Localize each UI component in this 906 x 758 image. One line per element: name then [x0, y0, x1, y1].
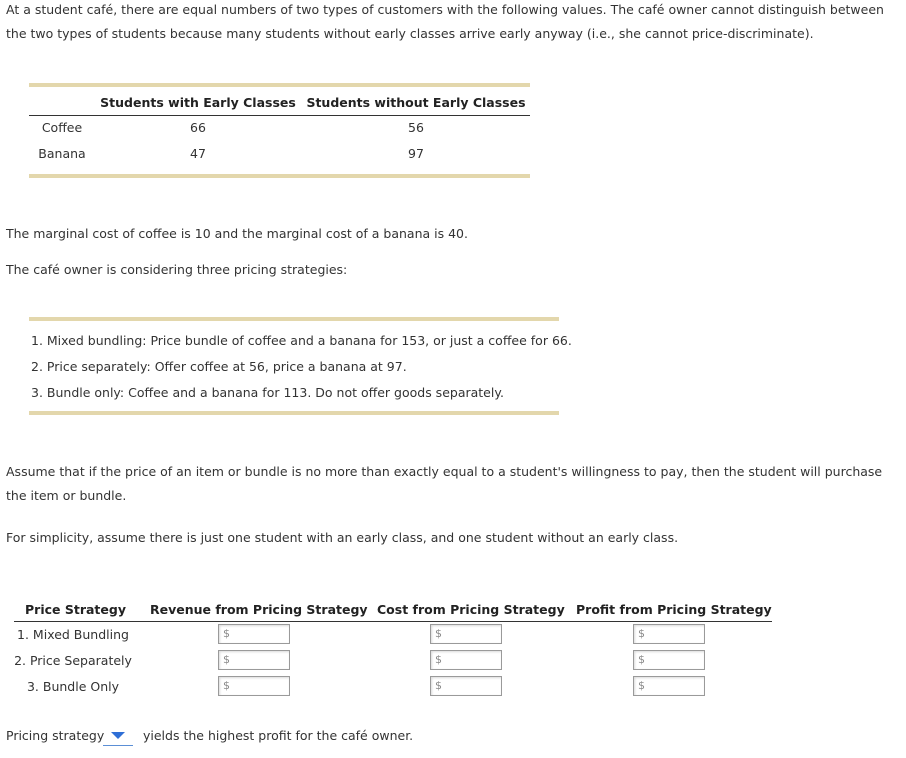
header-revenue: Revenue from Pricing Strategy [150, 602, 368, 617]
profit-field-separate[interactable] [648, 652, 702, 668]
cell-coffee-no-early: 56 [408, 120, 424, 135]
profit-input-mixed[interactable] [633, 624, 705, 644]
table-bottom-rule [29, 174, 530, 178]
header-rule [29, 115, 530, 116]
header-no-early: Students without Early Classes [306, 95, 526, 110]
profit-input-separate[interactable] [633, 650, 705, 670]
dollar-sign: $ [223, 679, 230, 692]
profit-field-bundle[interactable] [648, 678, 702, 694]
simplicity-text: For simplicity, assume there is just one student with an early class, and one student without an early class. [6, 530, 679, 545]
dollar-sign: $ [638, 679, 645, 692]
intro-text: At a student café, there are equal numbers of two types of customers with the following values. The café owner cannot distinguish between the two types of students because many students without early classes arrive early anyway (i.e., she cannot price-discriminate). [6, 2, 884, 41]
cost-field-separate[interactable] [445, 652, 499, 668]
header-price-strategy: Price Strategy [25, 602, 126, 617]
row-label-banana: Banana [38, 146, 86, 161]
revenue-input-mixed[interactable] [218, 624, 290, 644]
revenue-input-separate[interactable] [218, 650, 290, 670]
cell-banana-no-early: 97 [408, 146, 424, 161]
cost-input-mixed[interactable] [430, 624, 502, 644]
final-suffix-text: yields the highest profit for the café owner. [143, 728, 414, 743]
cost-input-separate[interactable] [430, 650, 502, 670]
dollar-sign: $ [638, 627, 645, 640]
marginal-cost-text: The marginal cost of coffee is 10 and the marginal cost of a banana is 40. [6, 226, 468, 241]
dollar-sign: $ [638, 653, 645, 666]
table-top-rule [29, 83, 530, 87]
dollar-sign: $ [435, 627, 442, 640]
header-profit: Profit from Pricing Strategy [576, 602, 772, 617]
strategies-bottom-rule [29, 411, 559, 415]
final-prefix-text: Pricing strategy [6, 728, 105, 743]
dollar-sign: $ [223, 653, 230, 666]
dollar-sign: $ [223, 627, 230, 640]
cost-field-bundle[interactable] [445, 678, 499, 694]
profit-field-mixed[interactable] [648, 626, 702, 642]
revenue-input-bundle[interactable] [218, 676, 290, 696]
strategy-item-3: 3. Bundle only: Coffee and a banana for 113. Do not offer goods separately. [31, 385, 504, 400]
header-early: Students with Early Classes [100, 95, 296, 110]
strategy-select-dropdown[interactable] [103, 726, 133, 746]
answer-header-rule [14, 621, 772, 622]
chevron-down-icon [111, 732, 125, 739]
revenue-field-separate[interactable] [233, 652, 287, 668]
strategies-top-rule [29, 317, 559, 321]
header-cost: Cost from Pricing Strategy [377, 602, 565, 617]
strategies-intro-text: The café owner is considering three pricing strategies: [6, 262, 348, 277]
strategy-item-1: 1. Mixed bundling: Price bundle of coffee and a banana for 153, or just a coffee for 66. [31, 333, 572, 348]
dollar-sign: $ [435, 653, 442, 666]
dollar-sign: $ [435, 679, 442, 692]
strategy-item-2: 2. Price separately: Offer coffee at 56, price a banana at 97. [31, 359, 407, 374]
cost-input-bundle[interactable] [430, 676, 502, 696]
profit-input-bundle[interactable] [633, 676, 705, 696]
row-label-coffee: Coffee [41, 120, 83, 135]
cell-coffee-early: 66 [190, 120, 206, 135]
cost-field-mixed[interactable] [445, 626, 499, 642]
strategy-label-bundle: 3. Bundle Only [26, 679, 120, 694]
assume-text: Assume that if the price of an item or bundle is no more than exactly equal to a student's willingness to pay, then the student will purchase the item or bundle. [6, 464, 883, 503]
revenue-field-bundle[interactable] [233, 678, 287, 694]
strategy-label-separate: 2. Price Separately [14, 653, 132, 668]
cell-banana-early: 47 [190, 146, 206, 161]
revenue-field-mixed[interactable] [233, 626, 287, 642]
strategy-label-mixed: 1. Mixed Bundling [17, 627, 129, 642]
